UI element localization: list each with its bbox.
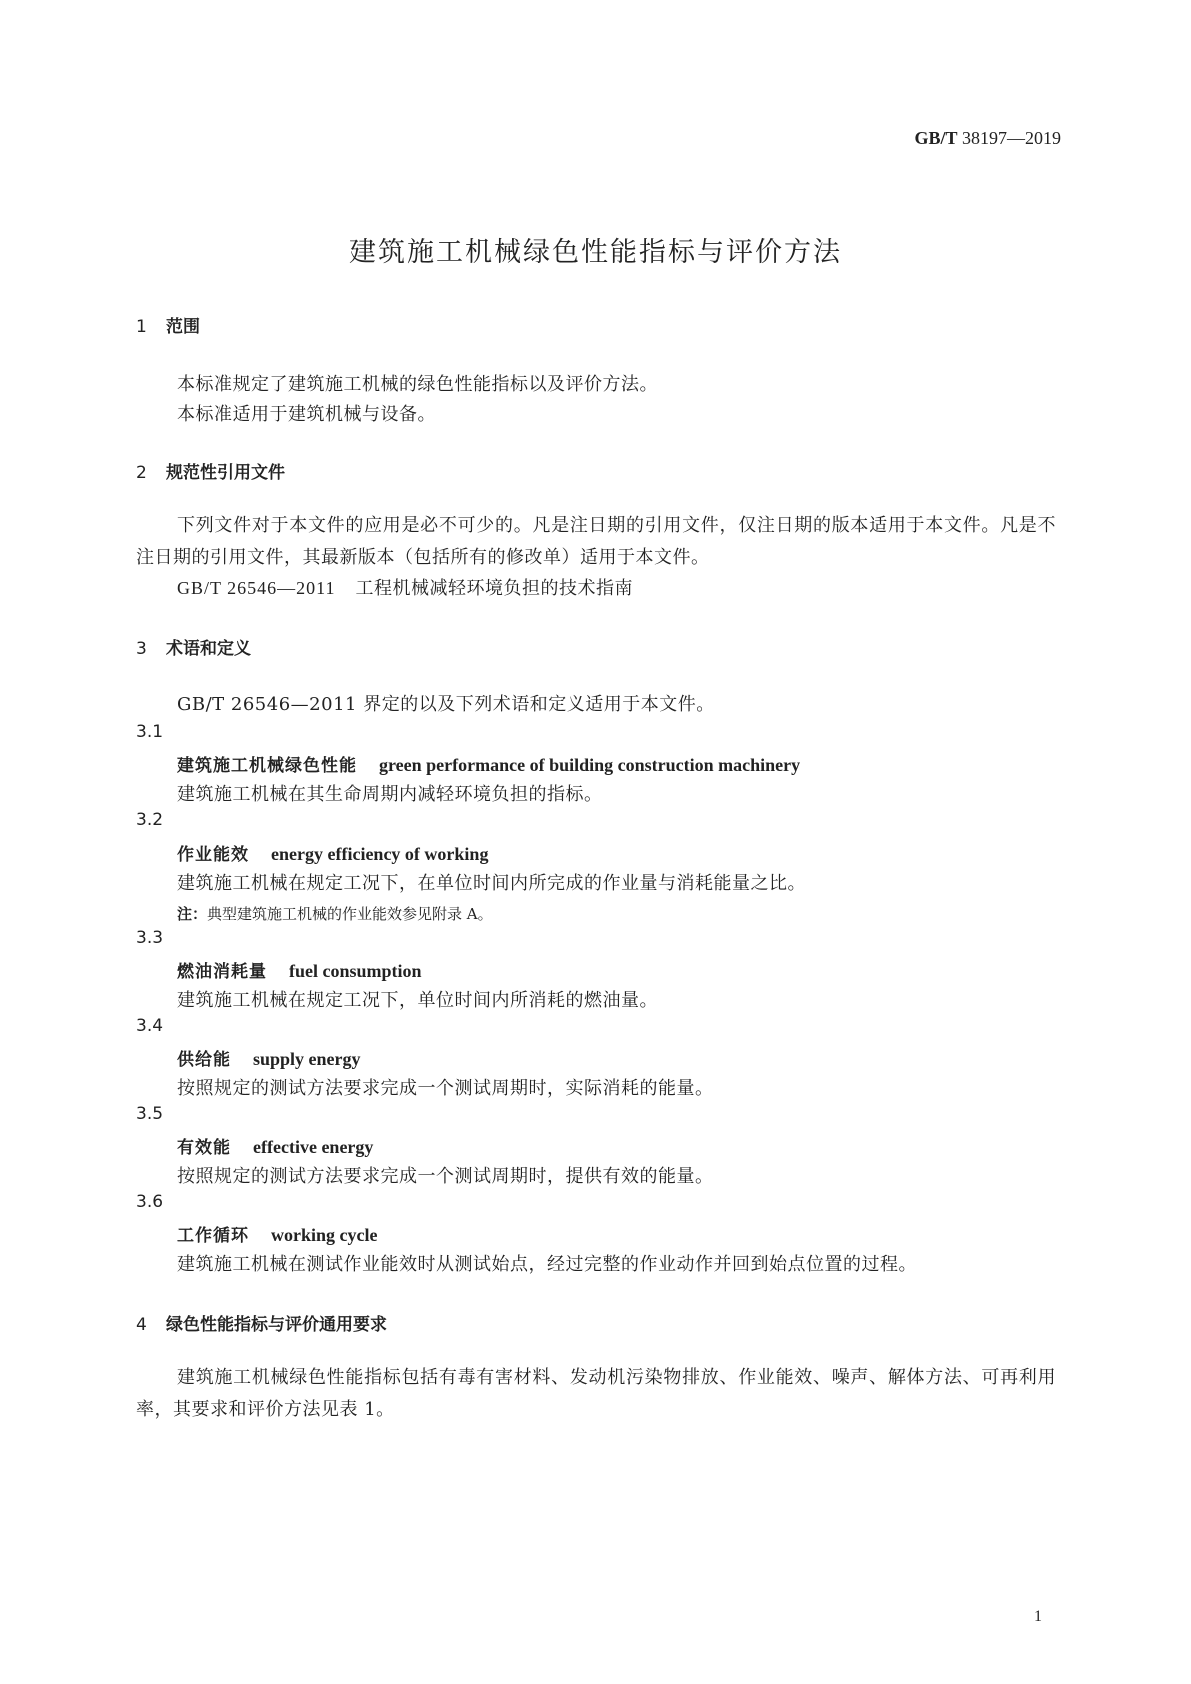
term-heading — [177, 1133, 373, 1158]
section-number: 4 — [136, 1315, 147, 1335]
section-number: 3 — [136, 639, 147, 659]
term-english: working cycle — [271, 1225, 378, 1245]
term-definition: 建筑施工机械在其生命周期内减轻环境负担的指标。 — [177, 784, 603, 805]
term-number: 3.1 — [136, 722, 164, 742]
section-number: 1 — [136, 317, 147, 337]
section-1-heading — [136, 312, 200, 337]
term-heading — [177, 751, 800, 776]
document-title: 建筑施工机械绿色性能指标与评价方法 — [349, 237, 842, 268]
term-chinese: 建筑施工机械绿色性能 — [177, 756, 357, 776]
normative-reference — [177, 574, 633, 600]
note-text: 典型建筑施工机械的作业能效参见附录 A。 — [207, 905, 493, 923]
term-number: 3.4 — [136, 1016, 164, 1036]
standard-number: 38197—2019 — [962, 128, 1061, 148]
term-english: green performance of building construction machinery — [379, 755, 801, 775]
section-2-heading — [136, 458, 285, 483]
section-title: 绿色性能指标与评价通用要求 — [166, 1315, 387, 1335]
term-heading — [177, 1221, 377, 1246]
term-number: 3.5 — [136, 1104, 164, 1124]
section-number: 2 — [136, 463, 147, 483]
standard-code — [914, 128, 1061, 149]
term-english: fuel consumption — [289, 961, 422, 981]
term-chinese: 供给能 — [177, 1050, 231, 1070]
note-label: 注： — [177, 905, 208, 923]
term-chinese: 工作循环 — [177, 1226, 249, 1246]
section-1-paragraph-2: 本标准适用于建筑机械与设备。 — [177, 404, 436, 425]
section-4-paragraph-1: 建筑施工机械绿色性能指标包括有毒有害材料、发动机污染物排放、作业能效、噪声、解体方法、可再利用率，其要求和评价方法见表 1。 — [136, 1367, 1056, 1420]
term-definition: 建筑施工机械在测试作业能效时从测试始点，经过完整的作业动作并回到始点位置的过程。 — [177, 1254, 917, 1275]
section-3-heading — [136, 634, 251, 659]
term-definition: 建筑施工机械在规定工况下，单位时间内所消耗的燃油量。 — [177, 990, 658, 1011]
term-heading — [177, 1045, 361, 1070]
section-4-heading — [136, 1310, 387, 1335]
term-chinese: 有效能 — [177, 1138, 231, 1158]
page-number: 1 — [1034, 1608, 1042, 1625]
term-definition: 按照规定的测试方法要求完成一个测试周期时，实际消耗的能量。 — [177, 1078, 714, 1099]
section-1-paragraph-1: 本标准规定了建筑施工机械的绿色性能指标以及评价方法。 — [177, 374, 658, 395]
term-english: supply energy — [253, 1049, 361, 1069]
term-chinese: 作业能效 — [177, 845, 249, 865]
term-definition: 建筑施工机械在规定工况下，在单位时间内所完成的作业量与消耗能量之比。 — [177, 873, 806, 894]
term-heading — [177, 957, 422, 982]
term-number: 3.2 — [136, 810, 164, 830]
term-definition: 按照规定的测试方法要求完成一个测试周期时，提供有效的能量。 — [177, 1166, 714, 1187]
term-english: energy efficiency of working — [271, 844, 489, 864]
section-title: 范围 — [166, 317, 200, 337]
term-note — [177, 903, 493, 924]
term-number: 3.3 — [136, 928, 164, 948]
standard-prefix: GB/T — [914, 128, 958, 148]
term-number: 3.6 — [136, 1192, 164, 1212]
section-title: 规范性引用文件 — [166, 463, 285, 483]
reference-title: 工程机械减轻环境负担的技术指南 — [355, 578, 634, 599]
section-title: 术语和定义 — [166, 639, 251, 659]
term-english: effective energy — [253, 1137, 374, 1157]
section-2-paragraph-1: 下列文件对于本文件的应用是必不可少的。凡是注日期的引用文件，仅注日期的版本适用于本文件。凡是不注日期的引用文件，其最新版本（包括所有的修改单）适用于本文件。 — [136, 515, 1056, 568]
term-heading — [177, 840, 488, 865]
reference-code: GB/T 26546—2011 — [177, 578, 336, 598]
term-chinese: 燃油消耗量 — [177, 962, 267, 982]
section-3-intro: GB/T 26546—2011 界定的以及下列术语和定义适用于本文件。 — [177, 694, 715, 715]
